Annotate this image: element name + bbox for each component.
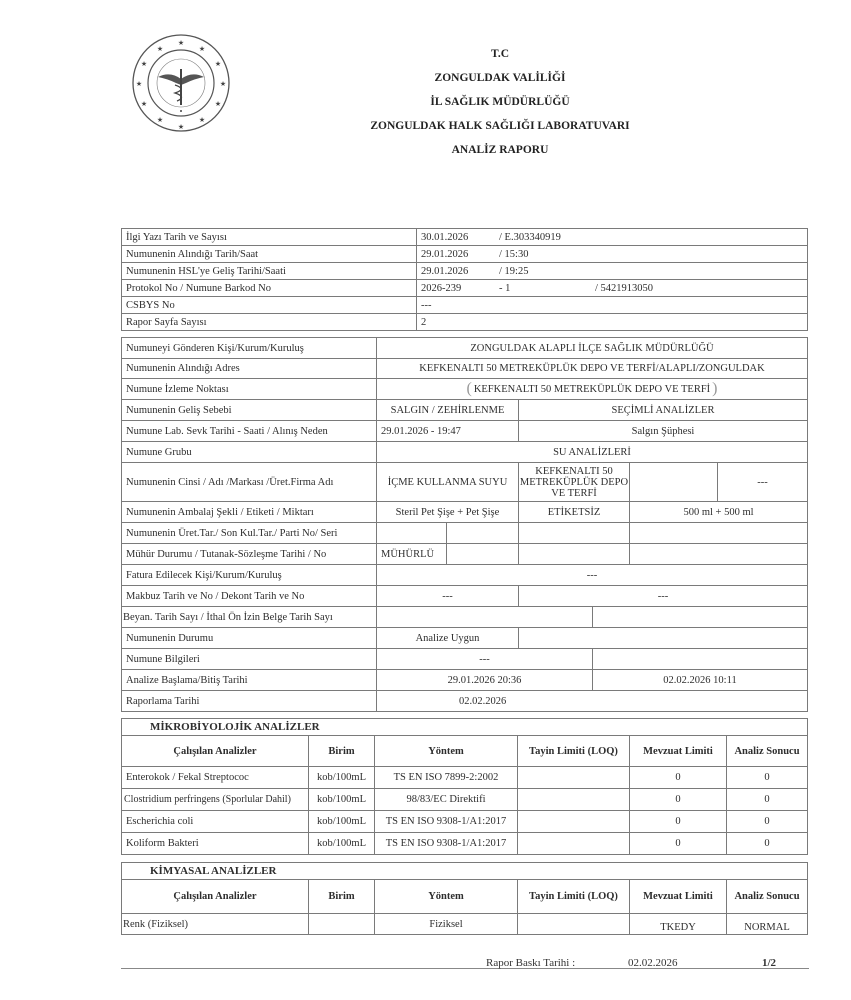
value-sample-info-2 (592, 648, 808, 670)
micro-col-analysis: Çalışılan Analizler (121, 735, 309, 767)
label-declaration: Beyan. Tarih Sayı / İthal Ön İzin Belge Tarih Sayı (121, 606, 377, 628)
value-sample-firm: --- (717, 462, 808, 502)
label-related-letter: İlgi Yazı Tarih ve Sayısı (121, 228, 417, 246)
value-production-date (376, 522, 447, 544)
label-invoice: Fatura Edilecek Kişi/Kurum/Kuruluş (121, 564, 377, 586)
value-declaration (376, 606, 593, 628)
value-dispatch-datetime: 29.01.2026 - 19:47 (376, 420, 519, 442)
protocol-number: 2026-239 (421, 282, 462, 294)
micro-row-0-loq (517, 766, 630, 789)
svg-text:★: ★ (156, 116, 164, 124)
value-hsl-arrival (416, 262, 808, 280)
label-hsl-arrival: Numunenin HSL'ye Geliş Tarihi/Saati (121, 262, 417, 280)
label-sample-group: Numune Grubu (121, 441, 377, 463)
svg-text:★: ★ (140, 100, 148, 108)
value-csbys-no: --- (416, 296, 808, 314)
related-letter-date: 30.01.2026 (421, 231, 469, 243)
value-arrival-reason: SALGIN / ZEHİRLENME (376, 399, 519, 421)
label-sample-type: Numunenin Cinsi / Adı /Markası /Üret.Firma Adı (121, 462, 377, 502)
value-serial (629, 522, 808, 544)
value-report-date: 02.02.2026 (376, 690, 808, 712)
micro-col-limit: Mevzuat Limiti (629, 735, 727, 767)
header-tc: T.C (491, 48, 509, 60)
value-seal-status: MÜHÜRLÜ (376, 543, 447, 565)
chem-col-analysis: Çalışılan Analizler (121, 879, 309, 914)
value-page-count: 2 (416, 313, 808, 331)
value-sample-info: --- (376, 648, 593, 670)
label-protocol-no: Protokol No / Numune Barkod No (121, 279, 417, 297)
microbiology-title: MİKROBİYOLOJİK ANALİZLER (121, 718, 808, 736)
value-sample-type: İÇME KULLANMA SUYU (376, 462, 519, 502)
svg-text:★: ★ (198, 116, 206, 124)
value-deposit-receipt: --- (518, 585, 808, 607)
micro-col-method: Yöntem (374, 735, 518, 767)
chem-row-0-result: NORMAL (726, 913, 808, 935)
protocol-suffix: - 1 (499, 282, 511, 294)
value-amount: 500 ml + 500 ml (629, 501, 808, 523)
micro-row-0-result: 0 (726, 766, 808, 789)
micro-row-2-analysis: Escherichia coli (121, 810, 309, 833)
chem-col-loq: Tayin Limiti (LOQ) (517, 879, 630, 914)
micro-row-3-loq (517, 832, 630, 855)
micro-col-unit: Birim (308, 735, 375, 767)
chemical-title: KİMYASAL ANALİZLER (121, 862, 808, 880)
label-address: Numunenin Alındığı Adres (121, 358, 377, 379)
page-number: 1/2 (762, 957, 777, 969)
ministry-of-health-emblem-icon (130, 33, 232, 133)
value-analysis-start: 29.01.2026 20:36 (376, 669, 593, 691)
svg-text:★: ★ (214, 60, 222, 68)
handwritten-bracket-left-icon: ( (466, 380, 472, 397)
value-dispatch-reason: Salgın Şüphesi (518, 420, 808, 442)
label-sender: Numuneyi Gönderen Kişi/Kurum/Kuruluş (121, 337, 377, 359)
report-title: ANALİZ RAPORU (451, 144, 549, 156)
micro-row-2-limit: 0 (629, 810, 727, 833)
micro-row-1-loq (517, 788, 630, 811)
micro-row-1-limit: 0 (629, 788, 727, 811)
svg-text:★: ★ (198, 45, 206, 53)
value-sample-group: SU ANALİZLERİ (376, 441, 808, 463)
footer-divider (121, 968, 809, 969)
micro-row-3-unit: kob/100mL (308, 832, 375, 855)
micro-row-2-method: TS EN ISO 9308-1/A1:2017 (374, 810, 518, 833)
chem-row-0-method: Fiziksel (374, 913, 518, 935)
micro-row-1-result: 0 (726, 788, 808, 811)
label-page-count: Rapor Sayfa Sayısı (121, 313, 417, 331)
micro-row-1-analysis: Clostridium perfringens (Sporlular Dahil) (121, 788, 309, 811)
barcode-number: / 5421913050 (595, 282, 654, 294)
label-packaging: Numunenin Ambalaj Şekli / Etiketi / Miktarı (121, 501, 377, 523)
label-analysis-dates: Analize Başlama/Bitiş Tarihi (121, 669, 377, 691)
label-arrival-reason: Numunenin Geliş Sebebi (121, 399, 377, 421)
value-related-letter (416, 228, 808, 246)
value-sample-status: Analize Uygun (376, 627, 519, 649)
value-label: ETİKETSİZ (518, 501, 630, 523)
value-sender: ZONGULDAK ALAPLI İLÇE SAĞLIK MÜDÜRLÜĞÜ (376, 337, 808, 359)
handwritten-bracket-right-icon: ) (712, 380, 718, 397)
svg-text:★: ★ (156, 45, 164, 53)
micro-row-1-method: 98/83/EC Direktifi (374, 788, 518, 811)
micro-row-3-result: 0 (726, 832, 808, 855)
value-monitoring-point (376, 378, 808, 400)
svg-text:★: ★ (135, 80, 143, 88)
header-laboratory: ZONGULDAK HALK SAĞLIĞI LABORATUVARI (370, 120, 630, 132)
micro-row-2-loq (517, 810, 630, 833)
value-invoice: --- (376, 564, 808, 586)
chem-row-0-unit (308, 913, 375, 935)
label-sample-taken: Numunenin Alındığı Tarih/Saat (121, 245, 417, 263)
value-batch-no (518, 522, 630, 544)
value-address: KEFKENALTI 50 METREKÜPLÜK DEPO VE TERFİ/ALAPLI/ZONGULDAK (376, 358, 808, 379)
header-directorate: İL SAĞLIK MÜDÜRLÜĞÜ (430, 96, 570, 108)
micro-row-0-analysis: Enterokok / Fekal Streptococ (121, 766, 309, 789)
chem-col-limit: Mevzuat Limiti (629, 879, 727, 914)
value-protocol-no (416, 279, 808, 297)
value-analysis-end: 02.02.2026 10:11 (592, 669, 808, 691)
monitoring-point-text: KEFKENALTI 50 METREKÜPLÜK DEPO VE TERFİ (473, 383, 711, 395)
print-date: 02.02.2026 (628, 957, 678, 969)
micro-row-0-limit: 0 (629, 766, 727, 789)
sample-taken-date: 29.01.2026 (421, 248, 469, 260)
value-sample-brand (629, 462, 718, 502)
label-monitoring-point: Numune İzleme Noktası (121, 378, 377, 400)
value-sample-name: KEFKENALTI 50 METREKÜPLÜK DEPO VE TERFİ (518, 462, 630, 502)
micro-row-3-analysis: Koliform Bakteri (121, 832, 309, 855)
chem-row-0-analysis: Renk (Fiziksel) (121, 913, 309, 935)
micro-col-result: Analiz Sonucu (726, 735, 808, 767)
value-expiry-date (446, 522, 519, 544)
print-date-label: Rapor Baskı Tarihi : (486, 957, 576, 969)
header-governorship: ZONGULDAK VALİLİĞİ (434, 72, 566, 84)
value-packaging: Steril Pet Şişe + Pet Şişe (376, 501, 519, 523)
svg-text:★: ★ (219, 80, 227, 88)
svg-text:★: ★ (177, 123, 185, 131)
hsl-arrival-time: / 19:25 (499, 265, 529, 277)
sample-taken-time: / 15:30 (499, 248, 529, 260)
value-arrival-reason-2: SEÇİMLİ ANALİZLER (518, 399, 808, 421)
micro-row-0-unit: kob/100mL (308, 766, 375, 789)
related-letter-number: / E.303340919 (499, 231, 561, 243)
value-sample-taken (416, 245, 808, 263)
label-report-date: Raporlama Tarihi (121, 690, 377, 712)
label-sample-info: Numune Bilgileri (121, 648, 377, 670)
micro-row-0-method: TS EN ISO 7899-2:2002 (374, 766, 518, 789)
value-report-date-seal (446, 543, 519, 565)
chem-col-result: Analiz Sonucu (726, 879, 808, 914)
label-sample-status: Numunenin Durumu (121, 627, 377, 649)
chem-col-method: Yöntem (374, 879, 518, 914)
hsl-arrival-date: 29.01.2026 (421, 265, 469, 277)
value-sample-status-note (518, 627, 808, 649)
micro-row-2-result: 0 (726, 810, 808, 833)
value-receipt: --- (376, 585, 519, 607)
chem-row-0-loq (517, 913, 630, 935)
micro-row-2-unit: kob/100mL (308, 810, 375, 833)
micro-row-1-unit: kob/100mL (308, 788, 375, 811)
label-csbys-no: CSBYS No (121, 296, 417, 314)
chem-col-unit: Birim (308, 879, 375, 914)
chem-row-0-limit: TKEDY (629, 913, 727, 935)
svg-text:★: ★ (140, 60, 148, 68)
value-import-permit (592, 606, 808, 628)
svg-text:★: ★ (177, 39, 185, 47)
label-receipt: Makbuz Tarih ve No / Dekont Tarih ve No (121, 585, 377, 607)
label-dispatch: Numune Lab. Sevk Tarihi - Saati / Alınış Neden (121, 420, 377, 442)
micro-row-3-limit: 0 (629, 832, 727, 855)
label-seal: Mühür Durumu / Tutanak-Sözleşme Tarihi / No (121, 543, 377, 565)
value-seal-extra (629, 543, 808, 565)
micro-col-loq: Tayin Limiti (LOQ) (517, 735, 630, 767)
label-production: Numunenin Üret.Tar./ Son Kul.Tar./ Parti No/ Seri (121, 522, 377, 544)
micro-row-3-method: TS EN ISO 9308-1/A1:2017 (374, 832, 518, 855)
svg-text:★: ★ (214, 100, 222, 108)
value-contract-no (518, 543, 630, 565)
